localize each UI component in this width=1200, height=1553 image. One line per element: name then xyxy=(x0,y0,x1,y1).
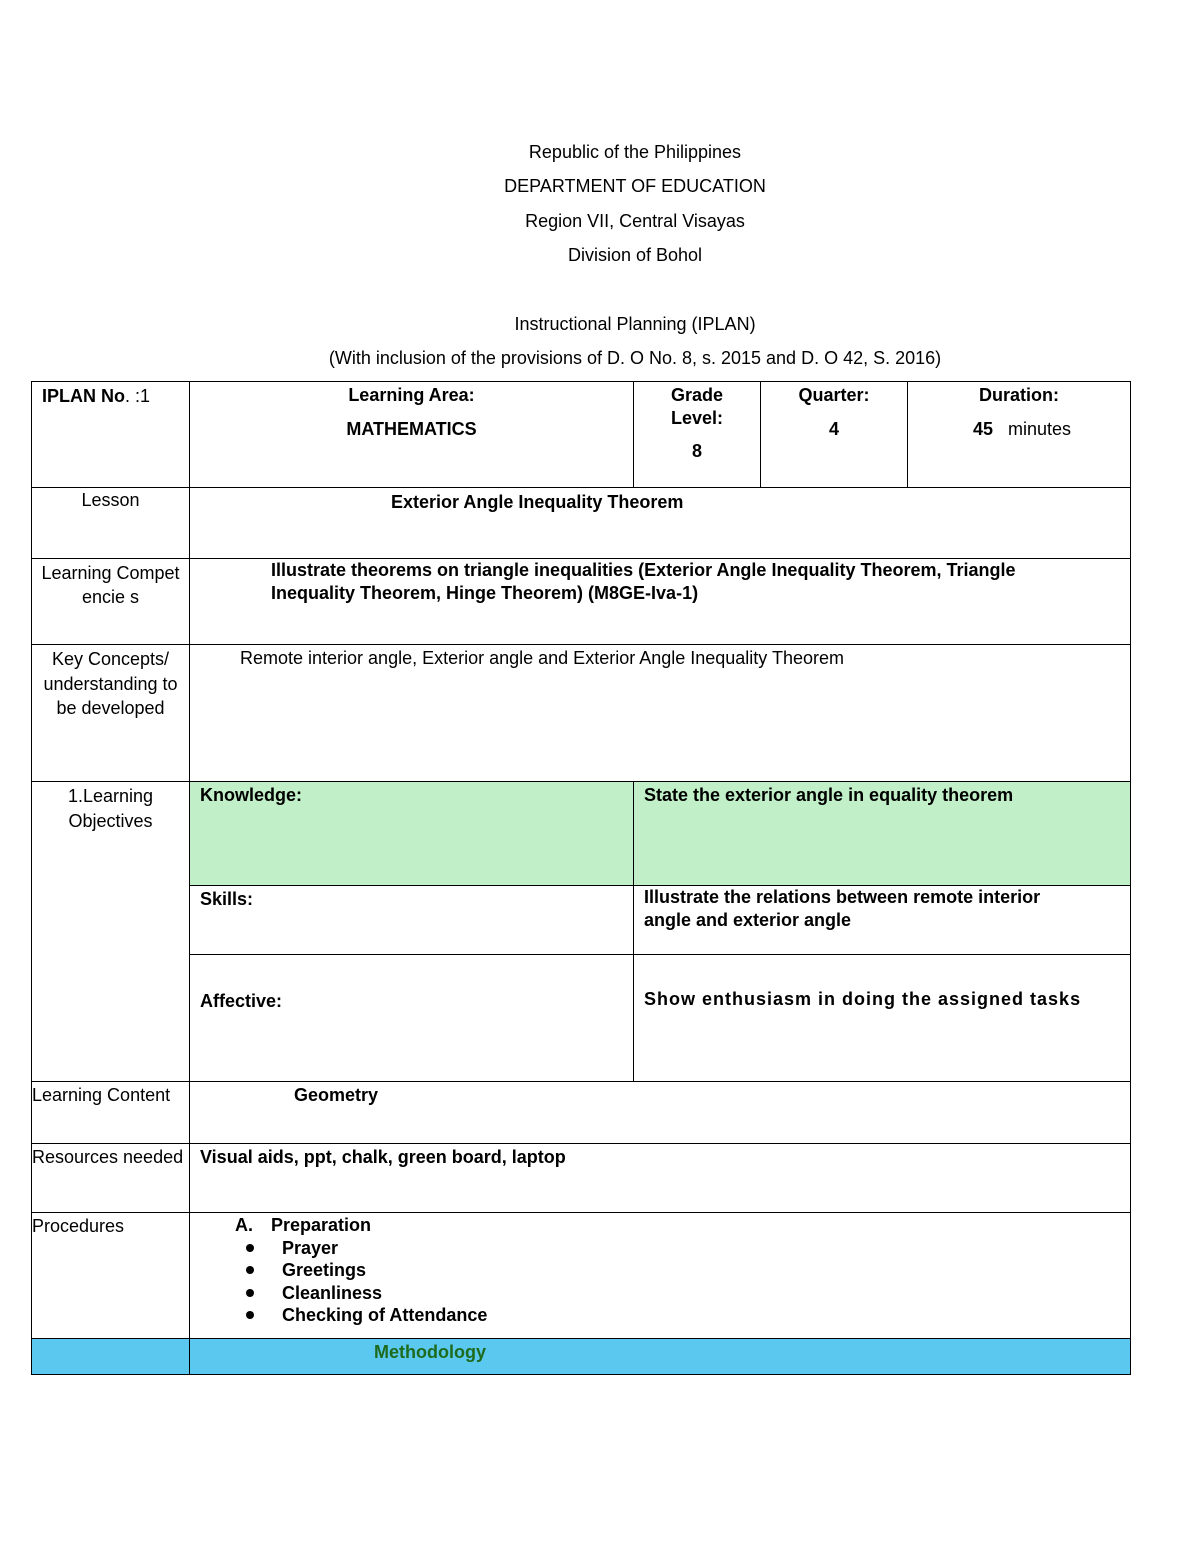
list-item: Checking of Attendance xyxy=(282,1304,1130,1327)
lesson-value: Exterior Angle Inequality Theorem xyxy=(190,488,1131,559)
duration-cell xyxy=(908,382,1131,488)
iplan-number-label: IPLAN No xyxy=(42,386,125,406)
resources-value: Visual aids, ppt, chalk, green board, laptop xyxy=(190,1144,1131,1213)
affective-label: Affective: xyxy=(190,955,634,1082)
learning-area-value: MATHEMATICS xyxy=(346,419,477,439)
content-label: Learning Content xyxy=(32,1082,190,1144)
objective-knowledge-row xyxy=(32,782,1131,886)
resources-row xyxy=(32,1144,1131,1213)
iplan-number-cell xyxy=(32,382,190,488)
procedures-label: Procedures xyxy=(32,1213,190,1339)
quarter-cell xyxy=(761,382,908,488)
duration-unit: minutes xyxy=(1008,419,1072,439)
procedures-letter: A. xyxy=(235,1215,253,1235)
methodology-row xyxy=(32,1339,1131,1375)
grade-level-label: Grade Level: xyxy=(670,385,724,428)
list-item: Greetings xyxy=(282,1259,1130,1282)
list-item: Cleanliness xyxy=(282,1282,1130,1305)
content-row xyxy=(32,1082,1131,1144)
duration-row xyxy=(908,418,1130,441)
lesson-label: Lesson xyxy=(32,488,190,559)
knowledge-label: Knowledge: xyxy=(190,782,634,886)
skills-value: Illustrate the relations between remote interior angle and exterior angle xyxy=(634,886,1131,955)
header-division: Division of Bohol xyxy=(567,245,703,265)
grade-level-cell xyxy=(634,382,761,488)
key-concepts-row xyxy=(32,645,1131,782)
procedures-heading xyxy=(190,1214,1130,1237)
list-item: Prayer xyxy=(282,1237,1130,1260)
info-row xyxy=(32,382,1131,488)
lesson-row xyxy=(32,488,1131,559)
resources-label: Resources needed xyxy=(32,1144,190,1213)
quarter-value: 4 xyxy=(828,419,839,439)
key-concepts-value: Remote interior angle, Exterior angle and Exterior Angle Inequality Theorem xyxy=(190,645,1131,782)
learning-area-label: Learning Area: xyxy=(348,385,475,405)
methodology-blank-cell xyxy=(32,1339,190,1375)
procedures-list xyxy=(190,1237,1130,1327)
document-title: Instructional Planning (IPLAN) xyxy=(514,314,756,334)
header-region: Region VII, Central Visayas xyxy=(525,211,745,231)
affective-value: Show enthusiasm in doing the assigned tasks xyxy=(634,955,1131,1082)
grade-level-value: 8 xyxy=(691,441,702,461)
key-concepts-label: Key Concepts/ understanding to be developed xyxy=(32,645,190,782)
knowledge-value: State the exterior angle in equality theorem xyxy=(634,782,1131,886)
competencies-label: Learning Competencie s xyxy=(32,559,190,645)
procedures-content xyxy=(190,1213,1131,1339)
objective-affective-row xyxy=(32,955,1131,1082)
duration-label: Duration: xyxy=(979,385,1059,405)
objectives-label: 1.Learning Objectives xyxy=(32,782,190,1082)
procedures-heading-text: Preparation xyxy=(271,1215,372,1235)
objective-skills-row xyxy=(32,886,1131,955)
header-department: DEPARTMENT OF EDUCATION xyxy=(504,176,766,196)
methodology-label: Methodology xyxy=(190,1339,1131,1375)
learning-area-cell xyxy=(190,382,634,488)
quarter-label: Quarter: xyxy=(798,385,870,405)
duration-value: 45 xyxy=(972,419,993,439)
competencies-row xyxy=(32,559,1131,645)
content-value: Geometry xyxy=(190,1082,1131,1144)
header-republic: Republic of the Philippines xyxy=(528,142,742,162)
procedures-row xyxy=(32,1213,1131,1339)
iplan-number-value: . :1 xyxy=(125,386,151,406)
document-subtitle: (With inclusion of the provisions of D. O No. 8, s. 2015 and D. O 42, S. 2016) xyxy=(328,348,942,368)
iplan-table xyxy=(31,381,1131,1375)
skills-label: Skills: xyxy=(190,886,634,955)
competencies-value: Illustrate theorems on triangle inequalities (Exterior Angle Inequality Theorem, Triangle Inequality Theorem, Hinge Theorem) (M8GE-Iva-1) xyxy=(190,559,1131,645)
